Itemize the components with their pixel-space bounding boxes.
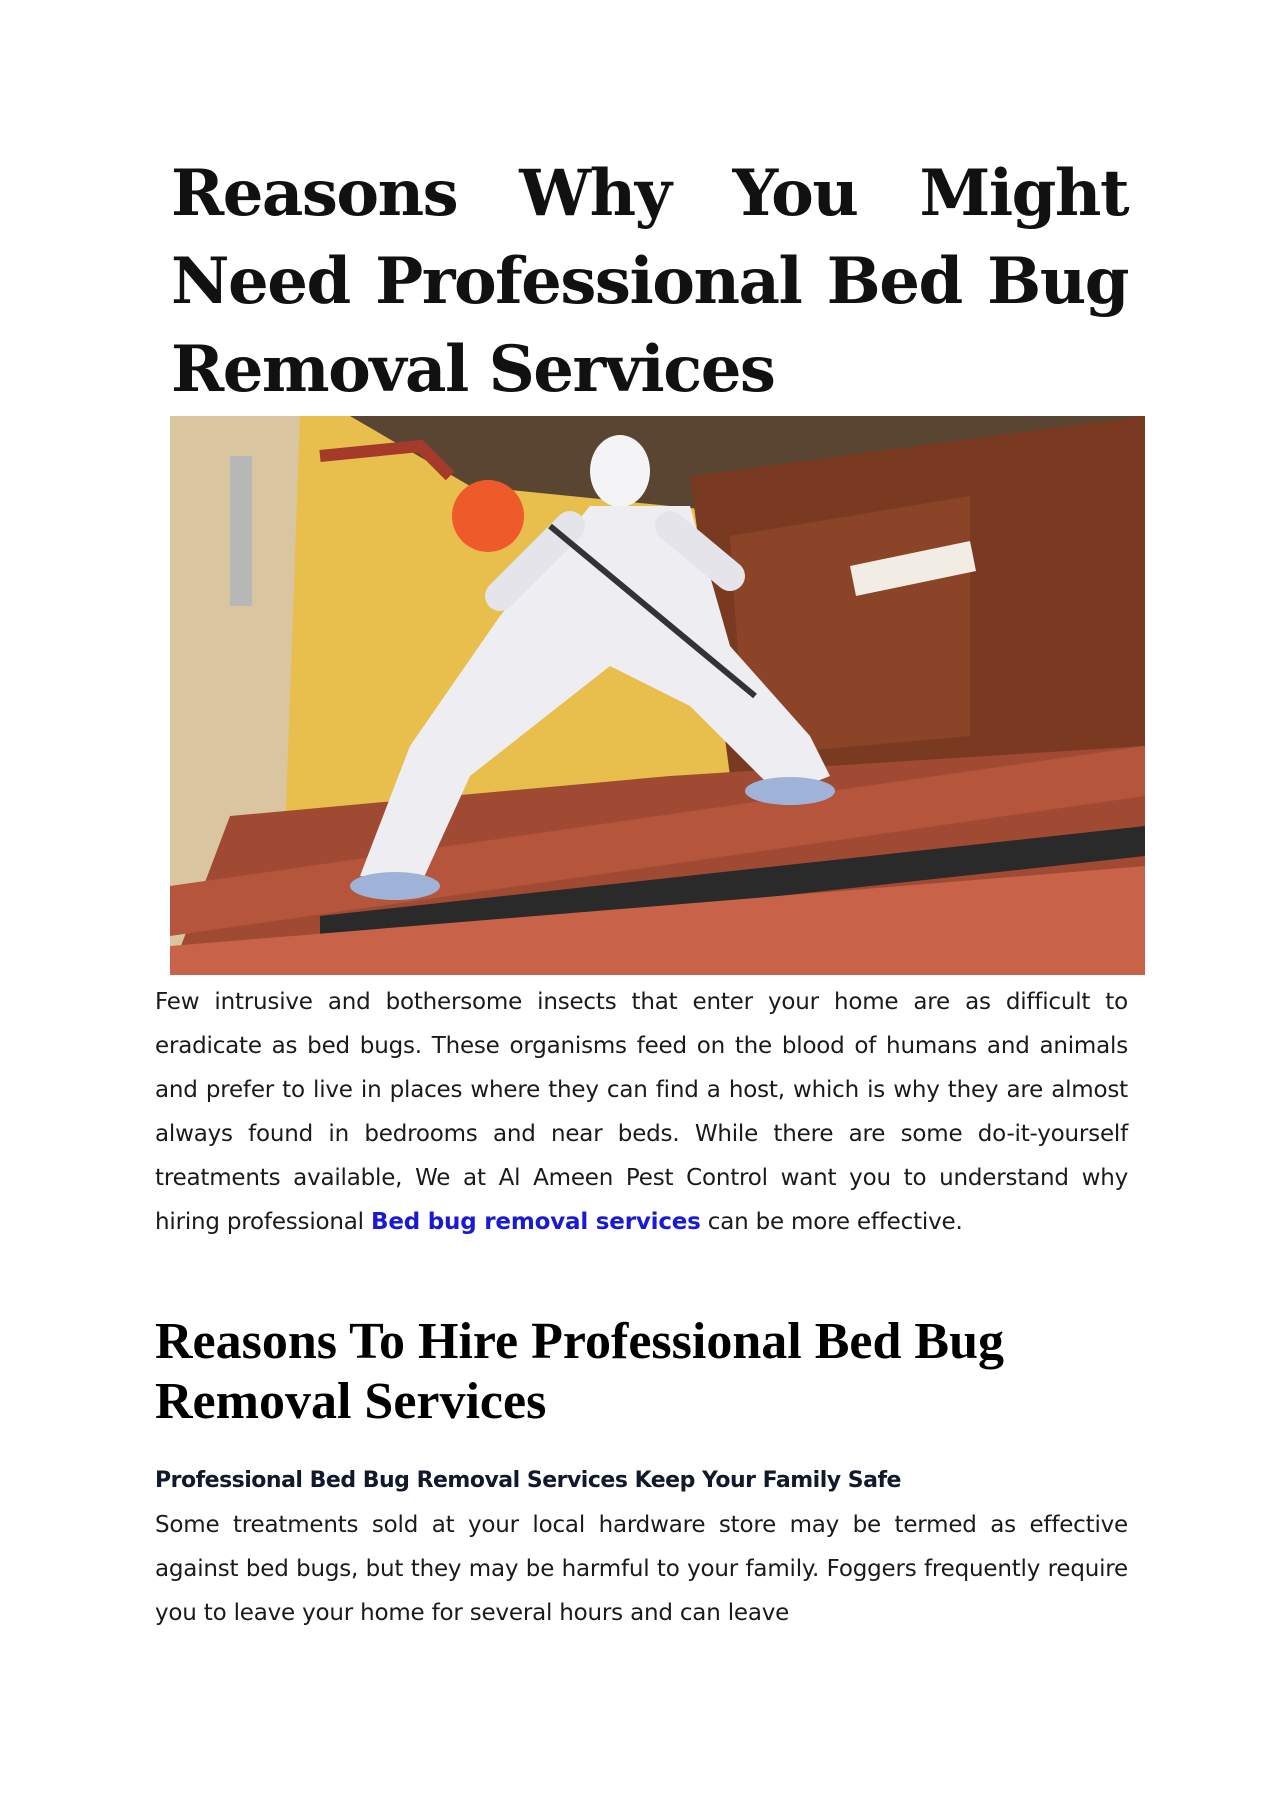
- intro-paragraph: [155, 980, 1128, 1244]
- intro-text: Few intrusive and bothersome insects that enter your home are as difficult to eradicate as bed bugs. These organisms feed on the blood of humans and animals and prefer to live in places where they can find a host, which is why they are almost always found in bedrooms and near beds. While there are some do-it-yourself treatments available, We at Al Ameen Pest Control want you to understand why hiring professional: [155, 989, 1128, 1235]
- bed-bug-removal-link[interactable]: Bed bug removal services: [370, 1209, 701, 1235]
- subsection-paragraph: Some treatments sold at your local hardware store may be termed as effective against bed bugs, but they may be harmful to your family. Foggers frequently require you to leave your home for several hours and can leave: [155, 1512, 1128, 1626]
- hero-image: [170, 416, 1145, 975]
- section-heading: Reasons To Hire Professional Bed Bug Removal Services: [155, 1313, 1004, 1430]
- intro-text-end: can be more effective.: [700, 1209, 963, 1235]
- page-title: Reasons Why You Might Need Professional Bed Bug Removal Services: [171, 156, 1128, 407]
- subsection-heading: Professional Bed Bug Removal Services Keep Your Family Safe: [155, 1468, 901, 1493]
- pest-control-worker-illustration: [170, 416, 1145, 975]
